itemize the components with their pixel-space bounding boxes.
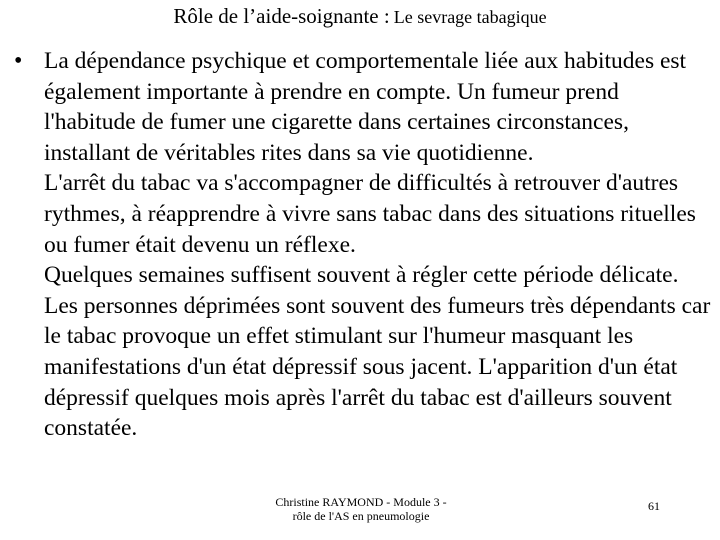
paragraph-quitting: L'arrêt du tabac va s'accompagner de difficultés à retrouver d'autres rythmes, à réapprendre à vivre sans tabac dans des situations rituelles ou fumer était devenu un réflexe. [44,170,696,258]
paragraph-depression: Les personnes déprimées sont souvent des fumeurs très dépendants car le tabac provoque un effet stimulant sur l'humeur masquant les manifestations d'un état dépressif sous jacent. L'apparition d'un état dépressif quelques mois après l'arrêt du tabac est d'ailleurs souvent constatée. [44,292,711,442]
slide-body [14,46,714,444]
footer-author-line1: Christine RAYMOND - Module 3 - [275,495,447,509]
footer-author [256,495,466,523]
paragraph-weeks: Quelques semaines suffisent souvent à régler cette période délicate. [44,262,679,289]
bullet-dot-icon: • [14,48,23,74]
slide-title-main: Rôle de l’aide-soignante : [173,4,390,28]
bullet-item [14,46,714,444]
bullet-text [44,46,714,444]
slide-title-sub: Le sevrage tabagique [393,7,547,27]
paragraph-habits: La dépendance psychique et comportementale liée aux habitudes est également importante à prendre en compte. Un fumeur prend l'habitude de fumer une cigarette dans certaines circonstances, installant de véritables rites dans sa vie quotidienne. [44,48,687,166]
slide-number: 61 [648,499,660,513]
slide-title [0,4,720,29]
footer-author-line2: rôle de l'AS en pneumologie [292,509,430,523]
